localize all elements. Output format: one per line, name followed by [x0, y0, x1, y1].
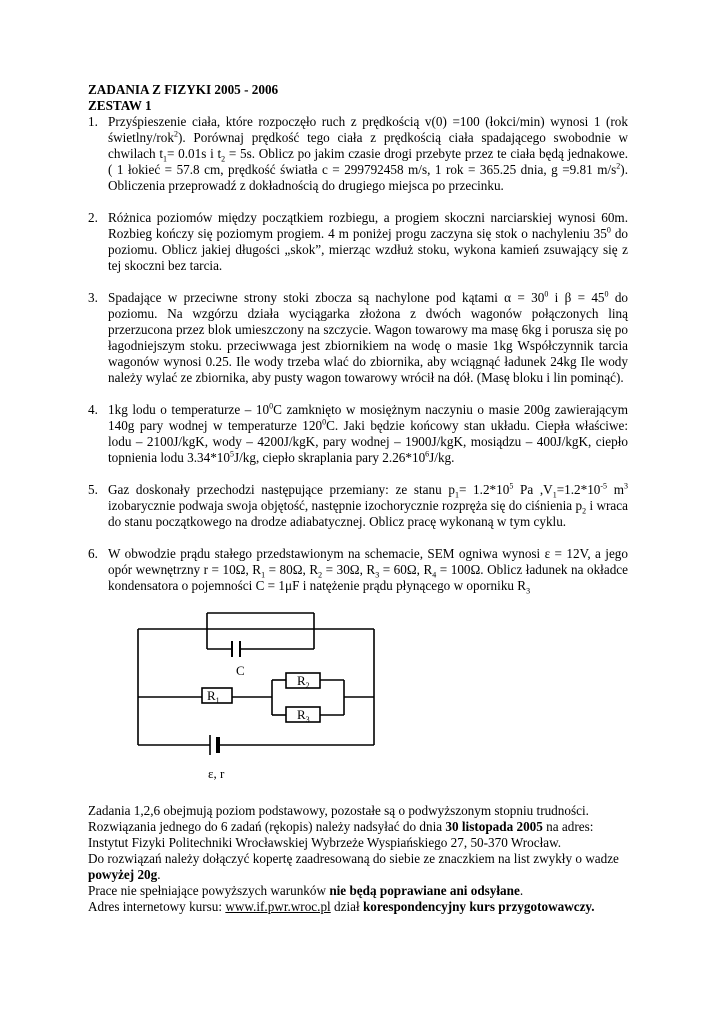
capacitor-label: C: [236, 663, 245, 678]
task-3: [88, 290, 628, 386]
footer-line: Zadania 1,2,6 obejmują poziom podstawowy, pozostałe są o podwyższonym stopniu trudności.: [88, 803, 589, 818]
task-text: Gaz doskonały przechodzi następujące przemiany: ze stanu $p_1= 1.2*10^5$ Pa $,V_1=1.2*10^{-5}$ $m^3$ izobarycznie podwaja swoja objętość, następnie izochorycznie rozpręża się do ciśnienia $p_2$ i wraca do stanu początkowego na drodze adiabatycznej. Oblicz pracę wykonaną w tym cyklu.: [108, 481, 628, 529]
task-number: 5.: [88, 482, 98, 497]
task-text: Spadające w przeciwne strony stoki zbocza są nachylone pod kątami $\alpha = 30^0$ i $\beta = 45^0$ do poziomu. Na wzgórzu działa wyciągarka złożona z dwóch wagonów połączonych liną przerzucona przez blok umieszczony na szczycie. Wagon towarowy ma masę 6kg i porusza się po łagodniejszym stoku. przeciwwaga jest zbiornikiem na wodę o masie 1kg Współczynnik tarcia wagonów wynosi 0.25. Ile wody trzeba wlać do zbiornika, aby wciągnąć ładunek 24kg Ile wody należy wylać ze zbiornika, aby pusty wagon towarowy wrócił na dół. (Masę bloku i lin pominąć).: [108, 289, 628, 385]
task-number: 6.: [88, 546, 98, 561]
r3-label: $R_3$: [297, 707, 310, 724]
task-5: [88, 482, 628, 530]
task-list: [88, 114, 628, 594]
task-4: [88, 402, 628, 466]
circuit-diagram: [0, 595, 724, 795]
course-link[interactable]: www.if.pwr.wroc.pl: [225, 899, 331, 914]
task-text: Przyśpieszenie ciała, które rozpoczęło ruch z prędkością v(0) =100 (łokci/min) wynosi 1 (rok świetlny/rok$^2$). Porównaj prędkość tego ciała z prędkością ciała spadającego swobodnie w chwilach $t_1= 0.01s$ i $t_2 = 5s$. Oblicz po jakim czasie drogi przebyte przez te ciała będą jednakowe. ( 1 łokieć = 57.8 cm, prędkość światła c = 299792458 m/s, 1 rok = 365.25 dnia, g =9.81 $m/s^2$). Obliczenia przeprowadź z dokładnością do drugiego miejsca po przecinku.: [108, 114, 628, 193]
r1-label: $R_1$: [207, 688, 220, 705]
footer-line: Adres internetowy kursu: www.if.pwr.wroc.pl dział korespondencyjny kurs przygotowawczy.: [88, 899, 595, 914]
task-6: [88, 546, 628, 594]
task-number: 4.: [88, 402, 98, 417]
task-1: [88, 114, 628, 194]
task-number: 1.: [88, 114, 98, 129]
footer-notes: [88, 803, 628, 915]
r2-label: $R_2$: [297, 673, 310, 690]
footer-line: Instytut Fizyki Politechniki Wrocławskiej Wybrzeże Wyspiańskiego 27, 50-370 Wrocław.: [88, 835, 562, 850]
task-text: 1kg lodu o temperaturze – $10^0C$ zamknięto w mosiężnym naczyniu o masie 200g zawierającym 140g pary wodnej w temperaturze $120^0C$. Jaki będzie końcowy stan układu. Ciepła właściwe: lodu – 2100J/kgK, wody – 4200J/kgK, pary wodnej – 1900J/kgK, mosiądzu – 400J/kgK, ciepło topnienia lodu $3.34*10^5J/kg$, ciepło skraplania pary $2.26*10^6J/kg$.: [108, 401, 628, 465]
task-text: Różnica poziomów między początkiem rozbiegu, a progiem skoczni narciarskiej wynosi 60m. Rozbieg kończy się poziomym progiem. 4 m poniżej progu zaczyna się stok o nachyleniu $35^0$ do poziomu. Oblicz jakiej długości „skok”, mierząc wzdłuż stoku, wykona kamień zsuwający się z tej skoczni bez tarcia.: [108, 210, 629, 273]
footer-line: Prace nie spełniające powyższych warunków nie będą poprawiane ani odsyłane.: [88, 883, 524, 898]
set-title: ZESTAW 1: [88, 98, 152, 113]
task-text: W obwodzie prądu stałego przedstawionym na schemacie, SEM ogniwa wynosi ε = 12V, a jego opór wewnętrzny r = 10Ω, $R_1 = 80\Omega$, $R_2 = 30\Omega$, $R_3 = 60\Omega$, $R_4 = 100\Omega$. Oblicz ładunek na okładce kondensatora o pojemności C = 1μF i natężenie prądu płynącego w oporniku $R_3$: [108, 546, 628, 596]
task-number: 2.: [88, 210, 98, 225]
document-body: [88, 82, 628, 594]
battery-label: ε, r: [208, 766, 225, 781]
task-2: [88, 210, 628, 274]
footer-line: Do rozwiązań należy dołączyć kopertę zaadresowaną do siebie ze znaczkiem na list zwykły o wadze powyżej 20g.: [88, 851, 619, 882]
task-number: 3.: [88, 290, 98, 305]
footer-line: Rozwiązania jednego do 6 zadań (rękopis) należy nadsyłać do dnia 30 listopada 2005 na adres:: [88, 819, 594, 834]
document-title: ZADANIA Z FIZYKI 2005 - 2006: [88, 82, 279, 97]
